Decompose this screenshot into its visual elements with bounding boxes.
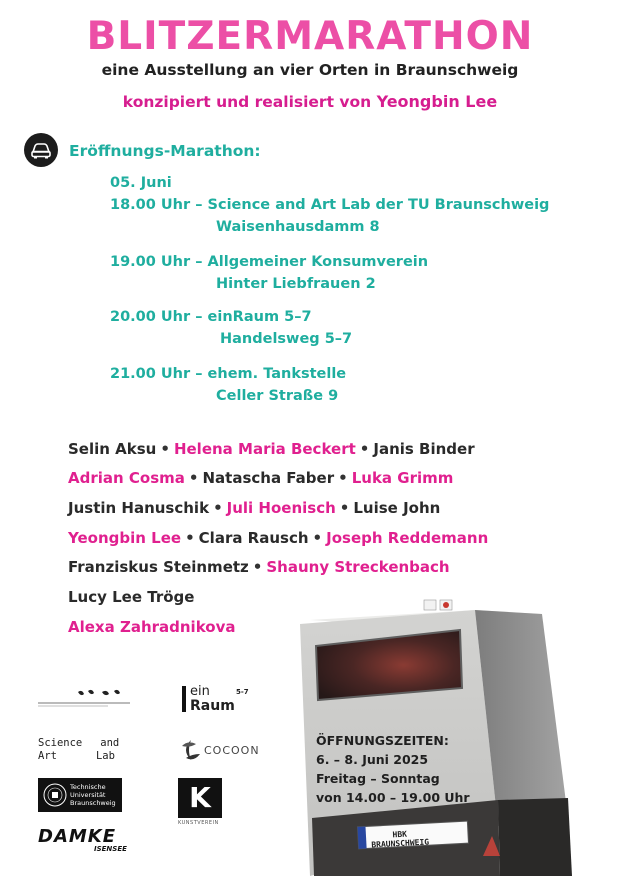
hours-days: Freitag – Sonntag — [316, 771, 440, 786]
science-art-lab-logo: Science and Art Lab — [38, 737, 120, 762]
event-3-address: Handelsweg 5–7 — [220, 331, 353, 347]
artist-name: Luka Grimm — [351, 469, 454, 487]
artist-name: Luise John — [353, 499, 441, 517]
kunstverein-logo: K KUNSTVEREIN — [178, 778, 222, 826]
poster-byline — [0, 92, 620, 111]
event-2 — [110, 251, 428, 295]
license-plate: HBK BRAUNSCHWEIG — [371, 829, 430, 850]
artist-row-2: Adrian Cosma • Natascha Faber • Luka Grimm — [68, 469, 454, 487]
hours-times: von 14.00 – 19.00 Uhr — [316, 790, 470, 805]
opening-date: 05. Juni — [110, 175, 172, 191]
opening-heading: Eröffnungs-Marathon: — [69, 142, 261, 160]
artist-name: Justin Hanuschik — [68, 499, 210, 517]
hours-dates: 6. – 8. Juni 2025 — [316, 752, 429, 767]
damke-logo: DAMKE ISENSEE — [38, 826, 127, 853]
event-1-address: Waisenhausdamm 8 — [216, 219, 380, 235]
artist-row-6 — [68, 588, 194, 606]
artist-row-3: Justin Hanuschik • Juli Hoenisch • Luise John — [68, 499, 441, 517]
event-4 — [110, 363, 346, 407]
tu-braunschweig-logo: Technische Universität Braunschweig — [38, 778, 122, 812]
artist-name: Selin Aksu — [68, 440, 157, 458]
event-3 — [110, 306, 352, 350]
event-4-address: Celler Straße 9 — [216, 388, 339, 404]
artist-name: Alexa Zahradnikova — [68, 618, 236, 636]
event-2-address: Hinter Liebfrauen 2 — [216, 276, 376, 292]
poster-subtitle: eine Ausstellung an vier Orten in Braunschweig — [101, 61, 519, 79]
artist-name: Juli Hoenisch — [226, 499, 336, 517]
event-2-line: 19.00 Uhr – Allgemeiner Konsumverein — [110, 254, 429, 270]
artist-name: Yeongbin Lee — [68, 529, 182, 547]
konsumverein-logo — [38, 688, 130, 714]
event-1-line: 18.00 Uhr – Science and Art Lab der TU Braunschweig — [110, 197, 550, 213]
poster-title: BLITZERMARATHON — [86, 14, 534, 59]
artist-row-7 — [68, 618, 235, 636]
artist-row-4: Yeongbin Lee • Clara Rausch • Joseph Reddemann — [68, 529, 489, 547]
artist-name: Shauny Streckenbach — [266, 558, 450, 576]
artist-name: Adrian Cosma — [68, 469, 185, 487]
byline-name: Yeongbin Lee — [376, 92, 498, 111]
event-3-line: 20.00 Uhr – einRaum 5–7 — [110, 309, 312, 325]
event-4-line: 21.00 Uhr – ehem. Tankstelle — [110, 366, 347, 382]
artist-name: Natascha Faber — [202, 469, 335, 487]
artist-row-5: Franziskus Steinmetz • Shauny Streckenbach — [68, 558, 450, 576]
artist-name: Franziskus Steinmetz — [68, 558, 249, 576]
artist-name: Clara Rausch — [198, 529, 309, 547]
einraum-logo: ein 5-7 Raum — [182, 686, 262, 716]
hours-heading: ÖFFNUNGSZEITEN: — [316, 733, 449, 748]
artist-name: Joseph Reddemann — [326, 529, 489, 547]
artist-name: Lucy Lee Tröge — [68, 588, 195, 606]
byline-prefix: konzipiert und realisiert von — [122, 93, 372, 111]
artist-name: Helena Maria Beckert — [173, 440, 356, 458]
opening-hours — [316, 731, 470, 807]
cocoon-logo: COCOON — [178, 736, 268, 766]
event-1 — [110, 194, 549, 238]
car-icon — [24, 133, 58, 167]
artist-row-1: Selin Aksu • Helena Maria Beckert • Janis Binder — [68, 440, 475, 458]
artist-name: Janis Binder — [373, 440, 475, 458]
